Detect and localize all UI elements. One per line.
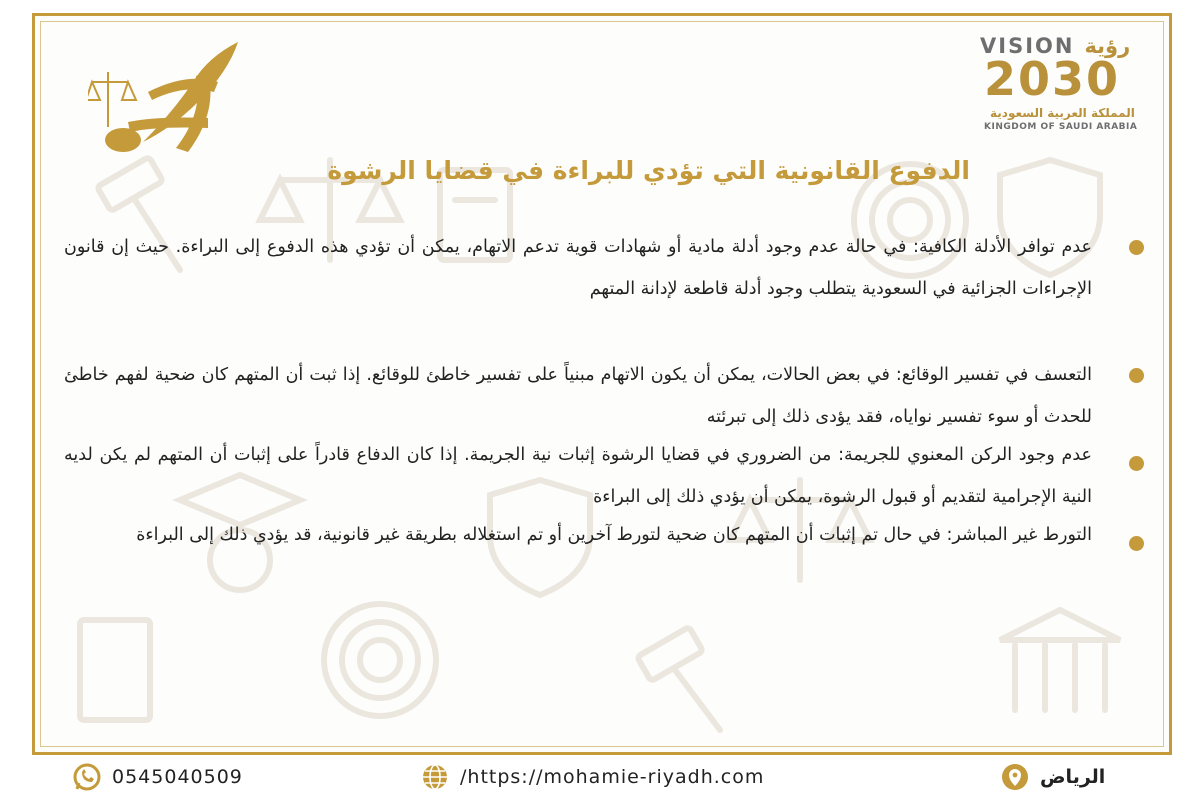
vision-kingdom-arabic: المملكة العربية السعودية bbox=[990, 106, 1135, 120]
list-item bbox=[64, 514, 1144, 594]
globe-icon bbox=[420, 762, 450, 792]
fingerprint-watermark-icon-2 bbox=[324, 604, 436, 716]
bullet-icon bbox=[1129, 368, 1144, 383]
whatsapp-icon bbox=[72, 762, 102, 792]
footer-phone[interactable] bbox=[72, 762, 243, 792]
door-watermark-icon bbox=[80, 620, 150, 720]
bullet-icon bbox=[1129, 456, 1144, 471]
list-item-text: عدم وجود الركن المعنوي للجريمة: من الضروري في قضايا الرشوة إثبات نية الجريمة. إذا كان الدفاع قادراً على إثبات أن المتهم لم يكن لديه النية الإجرامية لتقديم أو قبول الرشوة، يمكن أن يؤدي ذلك إلى البراءة bbox=[64, 445, 1092, 507]
vision-word: VISION bbox=[980, 34, 1075, 58]
calligraphy-logo-icon bbox=[88, 32, 248, 162]
phone-number: 0545040509 bbox=[112, 766, 243, 788]
building-watermark-icon bbox=[1000, 610, 1120, 710]
footer-website[interactable] bbox=[420, 762, 764, 792]
bullet-icon bbox=[1129, 536, 1144, 551]
page-title: الدفوع القانونية التي تؤدي للبراءة في قضايا الرشوة bbox=[327, 156, 970, 185]
vision-2030-logo bbox=[980, 34, 1152, 134]
list-item bbox=[64, 226, 1144, 354]
vision-year: 2030 bbox=[984, 52, 1121, 106]
location-text: الرياض bbox=[1040, 766, 1106, 788]
website-link[interactable]: /https://mohamie-riyadh.com bbox=[460, 766, 765, 788]
list-item bbox=[64, 434, 1144, 514]
list-item-text: التعسف في تفسير الوقائع: في بعض الحالات، يمكن أن يكون الاتهام مبنياً على تفسير خاطئ للوقائع. إذا ثبت أن المتهم كان ضحية لفهم خاطئ للحدث أو سوء تفسير نواياه، فقد يؤدى ذلك إلى تبرئته bbox=[64, 365, 1092, 427]
list-item-text: التورط غير المباشر: في حال تم إثبات أن المتهم كان ضحية لتورط آخرين أو تم استغلاله بطريقة غير قانونية، قد يؤدي ذلك إلى البراءة bbox=[136, 525, 1092, 545]
vision-arabic-word: رؤية bbox=[1084, 34, 1131, 58]
list-item bbox=[64, 354, 1144, 434]
gavel-watermark-icon-2 bbox=[637, 627, 720, 730]
bullet-icon bbox=[1129, 240, 1144, 255]
content-list bbox=[64, 226, 1144, 594]
location-pin-icon bbox=[1000, 762, 1030, 792]
list-item-text: عدم توافر الأدلة الكافية: في حالة عدم وجود أدلة مادية أو شهادات قوية تدعم الاتهام، يمكن أن تؤدي هذه الدفوع إلى البراءة. حيث إن قانون الإجراءات الجزائية في السعودية يتطلب وجود أدلة قاطعة لإدانة المتهم bbox=[64, 237, 1092, 299]
vision-kingdom-english: KINGDOM OF SAUDI ARABIA bbox=[984, 122, 1138, 132]
footer-location bbox=[1000, 762, 1105, 792]
footer bbox=[0, 756, 1200, 800]
